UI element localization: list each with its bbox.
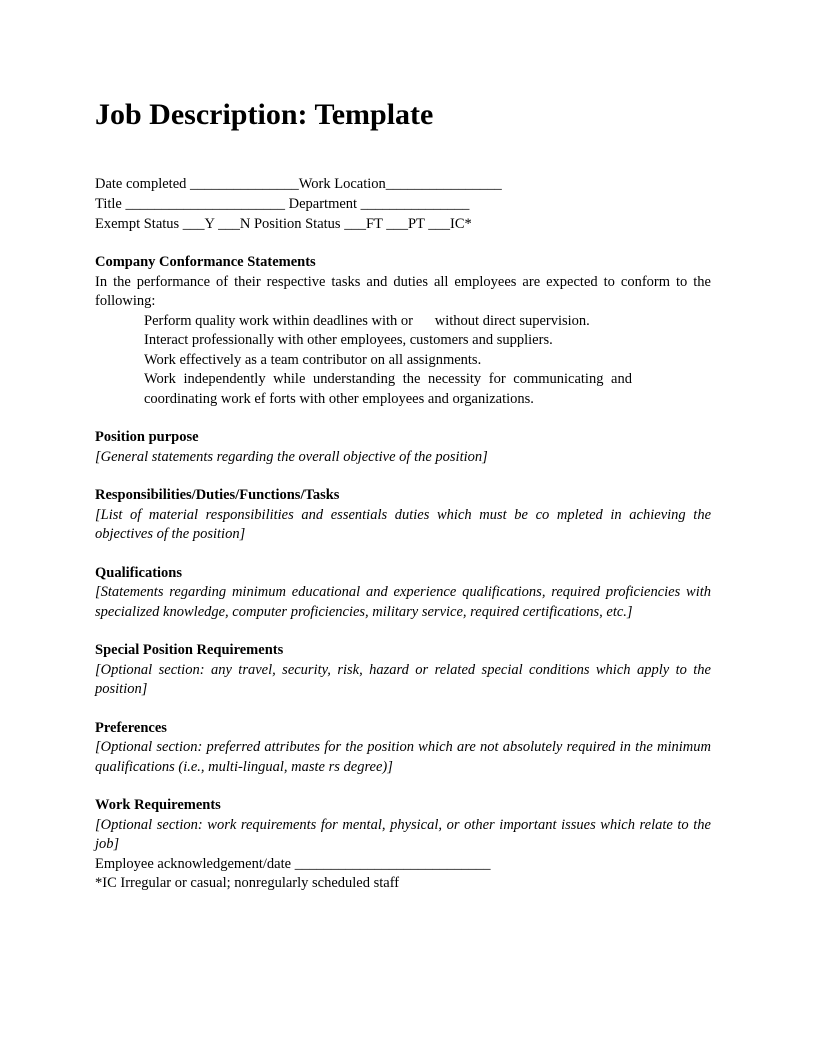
conformance-heading: Company Conformance Statements [95, 254, 316, 270]
conformance-item: Interact professionally with other employees, customers and suppliers. [144, 332, 553, 348]
qualifications-heading: Qualifications [95, 564, 183, 581]
preferences-heading: Preferences [95, 719, 167, 736]
conformance-item: Work effectively as a team contributor on all assignments. [144, 351, 482, 368]
work-section [95, 796, 711, 894]
purpose-section [95, 428, 711, 467]
status-row: Exempt Status ___Y ___N Position Status ___FT ___PT ___IC* [95, 216, 472, 232]
responsibilities-section [95, 486, 711, 545]
preferences-section [95, 719, 711, 778]
header-fields [95, 174, 711, 234]
conformance-section [95, 253, 711, 409]
qualifications-text: [Statements regarding minimum educational and experience qualifications, required proficiencies with specialized knowledge, computer proficiencies, military service, required certifications, etc.] [95, 584, 711, 620]
responsibilities-text: [List of material responsibilities and essentials duties which must be co mpleted in achieving the objectives of the position] [95, 506, 711, 542]
work-text: [Optional section: work requirements for mental, physical, or other important issues which relate to the job] [95, 816, 711, 852]
responsibilities-heading: Responsibilities/Duties/Functions/Tasks [95, 487, 340, 503]
special-heading: Special Position Requirements [95, 642, 284, 658]
qualifications-section [95, 564, 711, 623]
purpose-text: [General statements regarding the overall objective of the position] [95, 448, 488, 465]
date-location-row: Date completed _______________Work Location________________ [95, 176, 502, 192]
purpose-heading: Position purpose [95, 429, 199, 445]
page-title: Job Description: Template [95, 98, 434, 131]
acknowledgement-line: Employee acknowledgement/date ___________________________ [95, 855, 491, 872]
work-heading: Work Requirements [95, 797, 221, 813]
conformance-intro: In the performance of their respective tasks and duties all employees are expected to conform to the following: [95, 273, 711, 309]
document-page [95, 96, 711, 894]
conformance-item: Work independently while understanding the necessity for communicating and coordinating work ef forts with other employees and organizations. [144, 371, 632, 407]
preferences-text: [Optional section: preferred attributes for the position which are not absolutely required in the minimum qualifications (i.e., multi-lingual, maste rs degree)] [95, 739, 711, 775]
special-text: [Optional section: any travel, security, risk, hazard or related special conditions which apply to the position] [95, 661, 711, 697]
special-section [95, 641, 711, 700]
footnote: *IC Irregular or casual; nonregularly scheduled staff [95, 875, 400, 891]
title-department-row: Title ______________________ Department _______________ [95, 196, 470, 212]
conformance-item: Perform quality work within deadlines with or without direct supervision. [144, 312, 590, 329]
